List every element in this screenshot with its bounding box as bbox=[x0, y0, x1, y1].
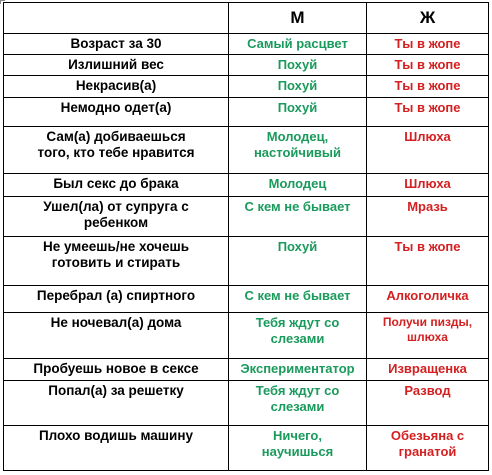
row-label: Перебрал (а) спиртного bbox=[4, 286, 229, 313]
female-value: Шлюха bbox=[367, 127, 489, 174]
row-label: Попал(а) за решетку bbox=[4, 381, 229, 426]
female-value: Алкоголичка bbox=[367, 286, 489, 313]
row-label: Не ночевал(а) дома bbox=[4, 312, 229, 358]
row-label: Был секс до брака bbox=[4, 174, 229, 196]
table-row bbox=[4, 381, 489, 426]
male-value: Похуй bbox=[229, 97, 367, 127]
header-female: Ж bbox=[367, 3, 489, 34]
table-row bbox=[4, 127, 489, 174]
male-value: Молодец, настойчивый bbox=[229, 127, 367, 174]
table-row bbox=[4, 174, 489, 196]
male-value: Тебя ждут со слезами bbox=[229, 312, 367, 358]
row-label: Не умеешь/не хочешь готовить и стирать bbox=[4, 237, 229, 286]
row-label: Некрасив(а) bbox=[4, 76, 229, 97]
male-value: Самый расцвет bbox=[229, 33, 367, 54]
female-value: Развод bbox=[367, 381, 489, 426]
male-value: Молодец bbox=[229, 174, 367, 196]
male-value: Похуй bbox=[229, 54, 367, 75]
male-value: Экспериментатор bbox=[229, 358, 367, 380]
header-male: М bbox=[229, 3, 367, 34]
female-value: Получи пизды, шлюха bbox=[367, 312, 489, 358]
row-label: Сам(а) добиваешься того, кто тебе нравится bbox=[4, 127, 229, 174]
female-value: Шлюха bbox=[367, 174, 489, 196]
table-row bbox=[4, 196, 489, 237]
row-label: Ушел(ла) от супруга с ребенком bbox=[4, 196, 229, 237]
row-label: Немодно одет(а) bbox=[4, 97, 229, 127]
table-row bbox=[4, 426, 489, 471]
female-value: Ты в жопе bbox=[367, 54, 489, 75]
male-value: Похуй bbox=[229, 237, 367, 286]
header-row bbox=[4, 3, 489, 34]
female-value: Ты в жопе bbox=[367, 76, 489, 97]
table-row bbox=[4, 33, 489, 54]
row-label: Пробуешь новое в сексе bbox=[4, 358, 229, 380]
female-value: Извращенка bbox=[367, 358, 489, 380]
table-row bbox=[4, 312, 489, 358]
male-value: Тебя ждут со слезами bbox=[229, 381, 367, 426]
comparison-table bbox=[3, 2, 489, 471]
table-row bbox=[4, 286, 489, 313]
male-value: С кем не бывает bbox=[229, 196, 367, 237]
table-row bbox=[4, 358, 489, 380]
female-value: Ты в жопе bbox=[367, 97, 489, 127]
male-value: Похуй bbox=[229, 76, 367, 97]
row-label: Излишний вес bbox=[4, 54, 229, 75]
table-row bbox=[4, 97, 489, 127]
male-value: Ничего, научишься bbox=[229, 426, 367, 471]
female-value: Мразь bbox=[367, 196, 489, 237]
table-row bbox=[4, 237, 489, 286]
female-value: Ты в жопе bbox=[367, 237, 489, 286]
female-value: Ты в жопе bbox=[367, 33, 489, 54]
row-label: Плохо водишь машину bbox=[4, 426, 229, 471]
table-row bbox=[4, 76, 489, 97]
table-row bbox=[4, 54, 489, 75]
female-value: Обезьяна с гранатой bbox=[367, 426, 489, 471]
male-value: С кем не бывает bbox=[229, 286, 367, 313]
row-label: Возраст за 30 bbox=[4, 33, 229, 54]
header-label-cell bbox=[4, 3, 229, 34]
